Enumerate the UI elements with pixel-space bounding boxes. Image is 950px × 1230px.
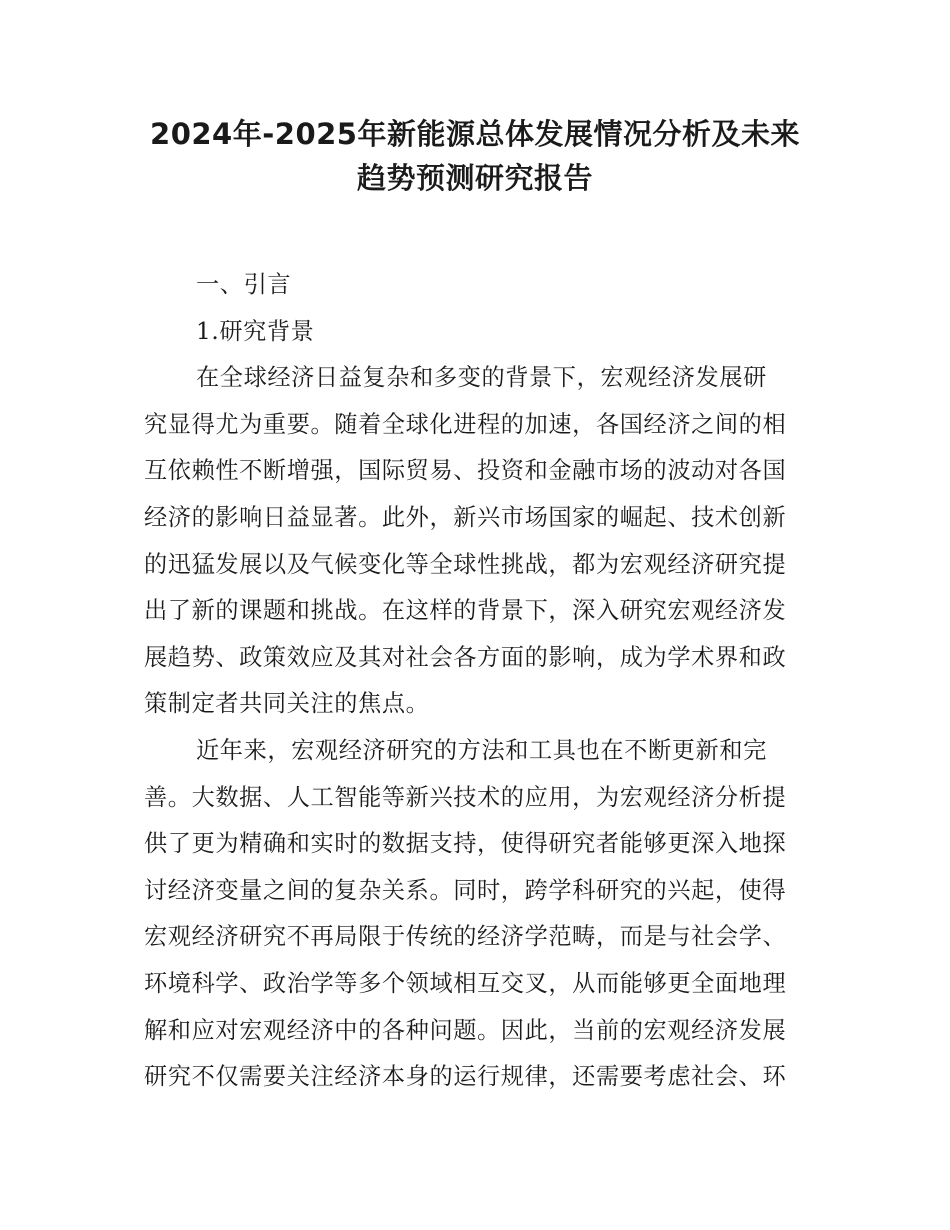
paragraph-line: 出了新的课题和挑战。在这样的背景下，深入研究宏观经济发 <box>144 597 787 625</box>
document-body <box>144 262 810 1101</box>
section-heading: 一、引言 <box>196 271 292 298</box>
paragraph-line: 讨经济变量之间的复杂关系。同时，跨学科研究的兴起，使得 <box>144 876 787 904</box>
title-line-1: 2024年-2025年新能源总体发展情况分析及未来 <box>150 117 800 151</box>
paragraph-line: 宏观经济研究不再局限于传统的经济学范畴，而是与社会学、 <box>144 923 787 951</box>
paragraph-line: 近年来，宏观经济研究的方法和工具也在不断更新和完 <box>196 736 767 764</box>
paragraph-line: 究显得尤为重要。随着全球化进程的加速，各国经济之间的相 <box>144 410 787 438</box>
document-title <box>100 112 850 200</box>
paragraph-2 <box>144 728 810 1101</box>
paragraph-line: 经济的影响日益显著。此外，新兴市场国家的崛起、技术创新 <box>144 503 787 531</box>
paragraph-line: 供了更为精确和实时的数据支持，使得研究者能够更深入地探 <box>144 830 787 858</box>
paragraph-line: 展趋势、政策效应及其对社会各方面的影响，成为学术界和政 <box>144 643 787 671</box>
paragraph-line: 在全球经济日益复杂和多变的背景下，宏观经济发展研 <box>196 364 767 392</box>
title-line-2: 趋势预测研究报告 <box>356 161 593 195</box>
paragraph-line: 互依赖性不断增强，国际贸易、投资和金融市场的波动对各国 <box>144 457 787 485</box>
paragraph-line: 环境科学、政治学等多个领域相互交叉，从而能够更全面地理 <box>144 969 787 997</box>
paragraph-1 <box>144 355 810 728</box>
paragraph-line: 解和应对宏观经济中的各种问题。因此，当前的宏观经济发展 <box>144 1016 787 1044</box>
paragraph-line: 善。大数据、人工智能等新兴技术的应用，为宏观经济分析提 <box>144 783 787 811</box>
paragraph-line: 策制定者共同关注的焦点。 <box>144 690 430 718</box>
subsection-heading: 1.研究背景 <box>196 317 315 345</box>
paragraph-line: 的迅猛发展以及气候变化等全球性挑战，都为宏观经济研究提 <box>144 550 787 578</box>
paragraph-line: 研究不仅需要关注经济本身的运行规律，还需要考虑社会、环 <box>144 1063 787 1091</box>
